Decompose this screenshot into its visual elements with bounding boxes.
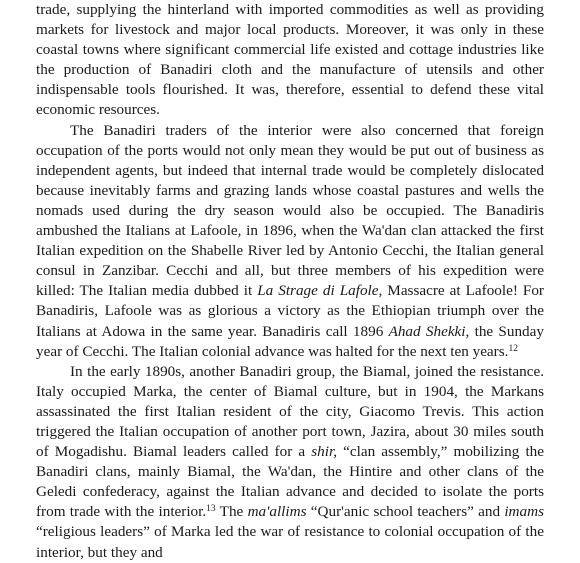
paragraph-1 <box>36 0 544 121</box>
text-span: , the Sunday year of Cecchi. The Italian colonial advance was halted for the next ten years. <box>36 322 544 360</box>
italic-term: imams <box>504 503 544 521</box>
document-page <box>36 0 544 563</box>
text-span: The <box>215 503 248 521</box>
text-span: “clan assembly,” mobilizing the Banadiri clans, mainly Biamal, the Wa'dan, the Hintire and other clans of the Geledi confederacy, against the Italian advance and decided to isolate the ports from trade with the interior. <box>36 443 544 521</box>
text-span: “religious leaders” of Marka led the war of resistance to colonial occupation of the interior, but they and <box>36 523 544 561</box>
footnote-marker: 13 <box>206 504 216 515</box>
text-span: , Massacre at Lafoole! For Banadiris, Lafoole was as glorious a victory as the Ethiopian triumph over the Italians at Adowa in the same year. Banadiris call 1896 <box>36 282 544 340</box>
paragraph-2 <box>36 121 544 362</box>
text-span: In the early 1890s, another Banadiri group, the Biamal, joined the resistance. Italy occupied Marka, the center of Biamal culture, but in 1904, the Markans assassinated the first Italian resident of the city, Giacomo Trevis. This action triggered the Italian occupation of another port town, Jazira, about 30 miles south of Mogadishu. Biamal leaders called for a <box>36 362 544 461</box>
text-span: The Banadiri traders of the interior were also concerned that foreign occupation of the ports would not only mean they would be put out of business as independent agents, but indeed that internal trade would be completely dislocated because inevitably farms and grazing lands whose coastal pastures and wells the nomads used during the dry season would also be occupied. The Banadiris ambushed the Italians at Lafoole, in 1896, when the Wa'dan clan attacked the first Italian expedition on the Shabelle River led by Antonio Cecchi, the Italian general consul in Zanzibar. Cecchi and all, but three members of his expedition were killed: The Italian media dubbed it <box>36 121 544 300</box>
footnote-marker: 12 <box>508 343 518 354</box>
paragraph-3 <box>36 362 544 563</box>
italic-term: shir, <box>311 443 338 461</box>
italic-term: ma'allims <box>247 503 307 521</box>
text-span: “Qur'anic school teachers” and <box>306 503 505 521</box>
text-span: trade, supplying the hinterland with imported commodities as well as providing markets for livestock and major local products. Moreover, it was only in these coastal towns where significant commercial life existed and cottage industries like the production of Banadiri cloth and the manufacture of utensils and other indispensable tools flourished. It was, therefore, essential to defend these vital economic resources. <box>36 1 544 119</box>
italic-term: La Strage di Lafole <box>257 282 379 300</box>
italic-term: Ahad Shekki <box>388 322 466 340</box>
